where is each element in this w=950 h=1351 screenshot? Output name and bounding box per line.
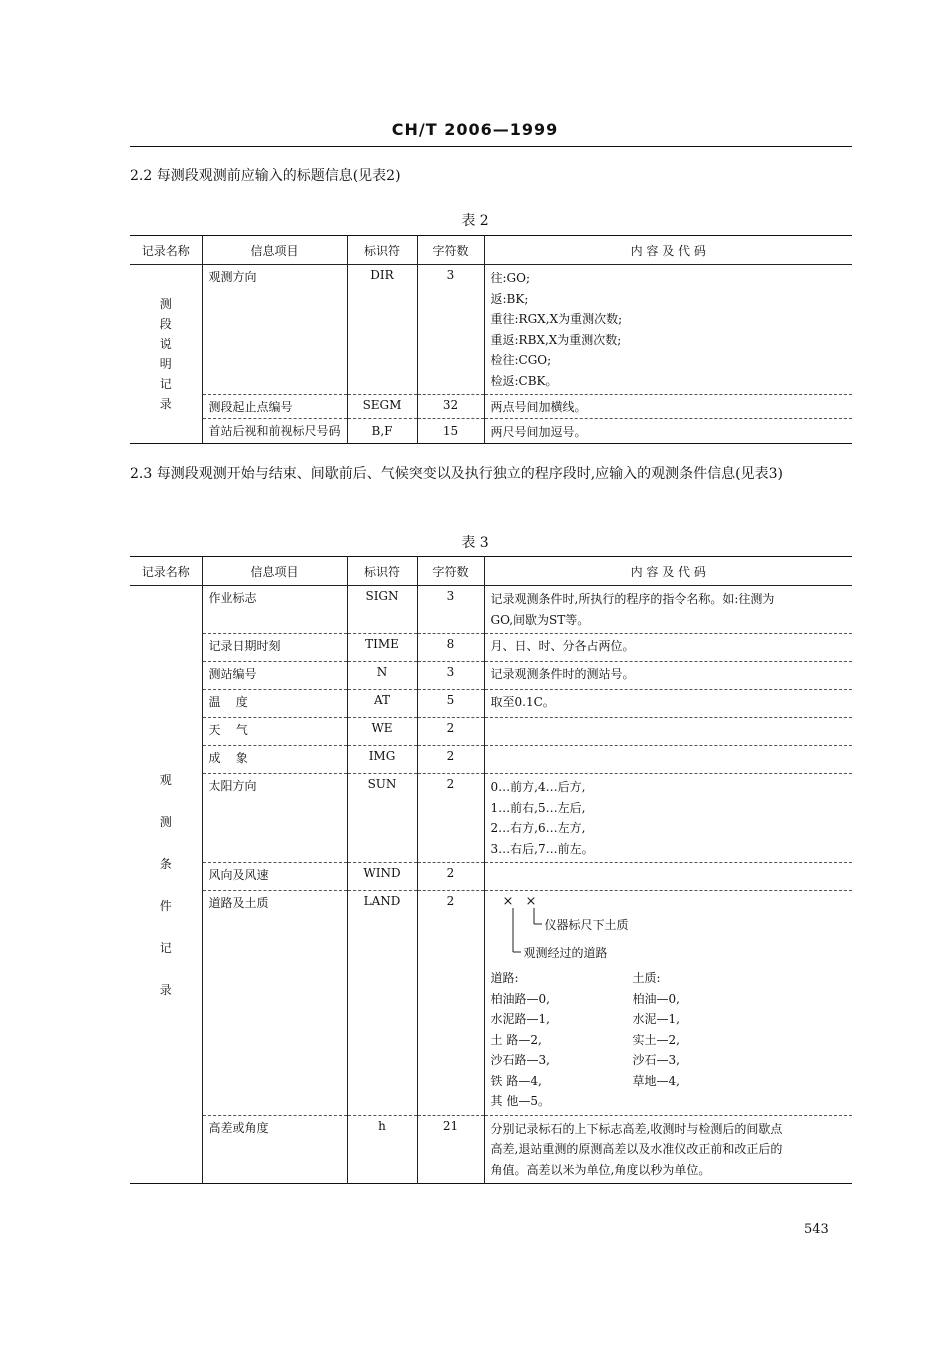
table-cell-content: 两尺号间加逗号。 bbox=[484, 419, 852, 444]
table-cell-id: DIR bbox=[347, 265, 417, 395]
document-header: CH/T 2006—1999 bbox=[391, 120, 559, 139]
table-row bbox=[130, 746, 852, 774]
table-row bbox=[130, 586, 852, 634]
table-cell-chars: 2 bbox=[417, 718, 484, 746]
table3-header-id: 标识符 bbox=[347, 557, 417, 586]
table-row bbox=[130, 718, 852, 746]
table-cell-id: SEGM bbox=[347, 395, 417, 419]
header-rule bbox=[130, 146, 852, 147]
table-cell-content bbox=[484, 746, 852, 774]
table2-caption: 表 2 bbox=[461, 213, 489, 229]
table-cell-item: 高差或角度 bbox=[202, 1115, 347, 1184]
page-number: 543 bbox=[804, 1222, 829, 1237]
table-cell-item: 测段起止点编号 bbox=[202, 395, 347, 419]
table3-header-content: 内 容 及 代 码 bbox=[484, 557, 852, 586]
table-cell-id: WIND bbox=[347, 863, 417, 891]
table-cell-id: N bbox=[347, 662, 417, 690]
table-cell-id: SUN bbox=[347, 774, 417, 863]
table-cell-item: 记录日期时刻 bbox=[202, 634, 347, 662]
table-cell-id: B,F bbox=[347, 419, 417, 444]
table-cell-id: WE bbox=[347, 718, 417, 746]
table2-header-record: 记录名称 bbox=[130, 236, 202, 265]
table-cell-id: h bbox=[347, 1115, 417, 1184]
table-cell-chars: 32 bbox=[417, 395, 484, 419]
table-row bbox=[130, 891, 852, 1116]
table-cell-content: 记录观测条件时的测站号。 bbox=[484, 662, 852, 690]
table-cell-item: 成 象 bbox=[202, 746, 347, 774]
table-row bbox=[130, 863, 852, 891]
table-cell-item: 天 气 bbox=[202, 718, 347, 746]
code-marks: × × bbox=[502, 894, 541, 909]
table-cell-id: AT bbox=[347, 690, 417, 718]
table-row bbox=[130, 265, 852, 395]
table-cell-item: 测站编号 bbox=[202, 662, 347, 690]
table3-header-row bbox=[130, 557, 852, 586]
table-cell-content bbox=[484, 863, 852, 891]
table-cell-content: 记录观测条件时,所执行的程序的指令名称。如:往测为 GO,间歇为ST等。 bbox=[484, 586, 852, 634]
table-cell-chars: 2 bbox=[417, 746, 484, 774]
table-cell-content bbox=[484, 891, 852, 1116]
table-cell-chars: 2 bbox=[417, 863, 484, 891]
table-cell-content: 分别记录标石的上下标志高差,收测时与检测后的间歇点 高差,退站重测的原测高差以及水准仪改正前和改正后的 角值。高差以米为单位,角度以秒为单位。 bbox=[484, 1115, 852, 1184]
road-label: 观测经过的道路 bbox=[523, 946, 608, 960]
table-row bbox=[130, 774, 852, 863]
table2-header-id: 标识符 bbox=[347, 236, 417, 265]
table-cell-item: 风向及风速 bbox=[202, 863, 347, 891]
table-cell-chars: 21 bbox=[417, 1115, 484, 1184]
table-2 bbox=[130, 235, 852, 444]
table-cell-content bbox=[484, 718, 852, 746]
table-row bbox=[130, 419, 852, 444]
table3-record-name: 观 测 条 件 记 录 bbox=[130, 586, 202, 1184]
table-cell-content: 往:GO; 返:BK; 重往:RGX,X为重测次数; 重返:RBX,X为重测次数; 检往:CGO; 检返:CBK。 bbox=[484, 265, 852, 395]
table-3 bbox=[130, 556, 852, 1184]
table-cell-content: 两点号间加横线。 bbox=[484, 395, 852, 419]
table-cell-chars: 15 bbox=[417, 419, 484, 444]
table-cell-chars: 5 bbox=[417, 690, 484, 718]
table-cell-item: 道路及土质 bbox=[202, 891, 347, 1116]
table-cell-item: 首站后视和前视标尺号码 bbox=[202, 419, 347, 444]
table3-header-chars: 字符数 bbox=[417, 557, 484, 586]
table2-header-row bbox=[130, 236, 852, 265]
table-cell-id: LAND bbox=[347, 891, 417, 1116]
table-cell-chars: 3 bbox=[417, 586, 484, 634]
table-row bbox=[130, 690, 852, 718]
table-row bbox=[130, 634, 852, 662]
table-cell-item: 作业标志 bbox=[202, 586, 347, 634]
table-cell-item: 温 度 bbox=[202, 690, 347, 718]
table-cell-chars: 2 bbox=[417, 774, 484, 863]
table-cell-content: 月、日、时、分各占两位。 bbox=[484, 634, 852, 662]
soil-label: 仪器标尺下土质 bbox=[544, 918, 629, 932]
table-cell-item: 观测方向 bbox=[202, 265, 347, 395]
table2-record-name: 测 段 说 明 记 录 bbox=[130, 265, 202, 444]
table2-header-item: 信息项目 bbox=[202, 236, 347, 265]
table-cell-id: SIGN bbox=[347, 586, 417, 634]
table-cell-id: TIME bbox=[347, 634, 417, 662]
table3-header-record: 记录名称 bbox=[130, 557, 202, 586]
road-soil-codes bbox=[491, 968, 847, 1112]
table-cell-content: 取至0.1C。 bbox=[484, 690, 852, 718]
table-cell-chars: 2 bbox=[417, 891, 484, 1116]
table2-header-chars: 字符数 bbox=[417, 236, 484, 265]
table3-header-item: 信息项目 bbox=[202, 557, 347, 586]
road-codes: 道路: 柏油路—0, 水泥路—1, 土 路—2, 沙石路—3, 铁 路—4, 其 他—5。 bbox=[490, 971, 550, 1108]
table-cell-id: IMG bbox=[347, 746, 417, 774]
table3-caption: 表 3 bbox=[461, 535, 489, 551]
section-2-3-heading: 2.3 每测段观测开始与结束、间歇前后、气候突变以及执行独立的程序段时,应输入的观测条件信息(见表3) bbox=[130, 466, 783, 482]
table-row bbox=[130, 662, 852, 690]
table-cell-chars: 3 bbox=[417, 265, 484, 395]
road-soil-diagram bbox=[491, 894, 847, 964]
table-cell-chars: 8 bbox=[417, 634, 484, 662]
table-cell-content: 0…前方,4…后方, 1…前右,5…左后, 2…右方,6…左方, 3…右后,7…前左。 bbox=[484, 774, 852, 863]
table-row bbox=[130, 1115, 852, 1184]
table-cell-chars: 3 bbox=[417, 662, 484, 690]
table-row bbox=[130, 395, 852, 419]
table2-header-content: 内 容 及 代 码 bbox=[484, 236, 852, 265]
table-cell-item: 太阳方向 bbox=[202, 774, 347, 863]
section-2-2-heading: 2.2 每测段观测前应输入的标题信息(见表2) bbox=[130, 168, 401, 184]
soil-codes: 土质: 柏油—0, 水泥—1, 实土—2, 沙石—3, 草地—4, bbox=[632, 971, 680, 1088]
